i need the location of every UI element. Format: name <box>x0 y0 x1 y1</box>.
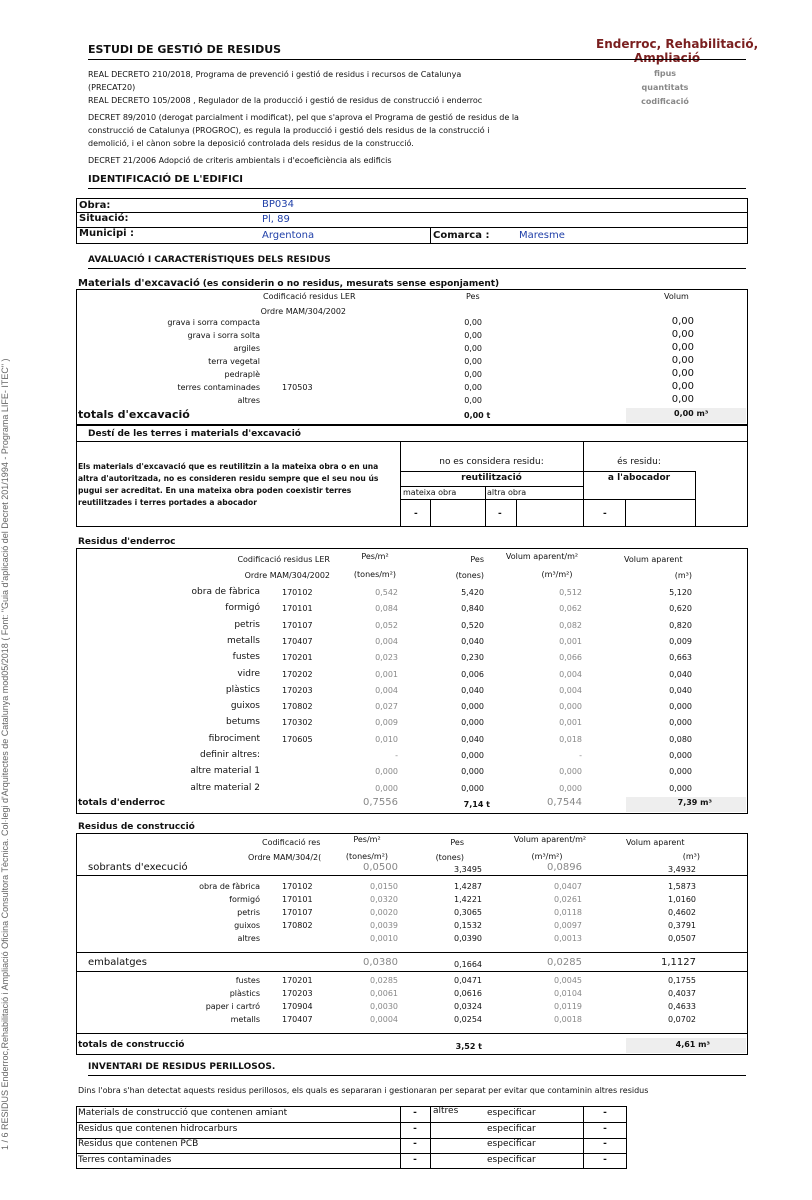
mateixa-obra-value: - <box>414 509 418 519</box>
construccio-row-name: obra de fàbrica <box>199 882 260 891</box>
enderroc-row-pesm2: 0,000 <box>375 767 398 777</box>
enderroc-row-volm2: 0,512 <box>559 588 582 597</box>
construccio-col-pes: Pes <box>450 838 464 847</box>
enderroc-row-volm2: 0,066 <box>559 653 582 663</box>
construccio-row-name: formigó <box>229 895 260 904</box>
construccio-row-pesm2: 0,0039 <box>370 921 398 930</box>
enderroc-row-name: altre material 1 <box>190 766 260 777</box>
construccio-row-pesm2: 0,0004 <box>370 1015 398 1024</box>
construccio-col-pes-unit: (tones) <box>435 853 464 862</box>
desti-text-line: pugui ser acreditat. En una mateixa obra poden coexistir terres <box>78 486 352 495</box>
construccio-row-pesm2: 0,0030 <box>370 1002 398 1011</box>
construccio-row-volm2: 0,0261 <box>554 895 582 904</box>
enderroc-row-vol: 0,663 <box>669 653 692 663</box>
perillosos-row-spec: especificar <box>487 1154 536 1165</box>
project-type-line2: Ampliació <box>633 51 701 65</box>
construccio-row-pes: 1,4287 <box>454 882 482 891</box>
construccio-total-label: totals de construcció <box>78 1040 185 1050</box>
construccio-row-code: 170101 <box>282 895 313 904</box>
perillosos-intro: Dins l'obra s'han detectat aquests residus perillosos, els quals es separaran i gestionaran per separat per evitar que contaminin altres residus <box>78 1086 649 1095</box>
reutilitzacio-label: reutilització <box>461 473 522 483</box>
enderroc-row-name: petris <box>234 619 260 630</box>
perillosos-row-value: - <box>413 1123 417 1134</box>
enderroc-total-pes: 7,14 t <box>463 800 490 809</box>
excavacio-heading <box>78 278 499 289</box>
decree-line: REAL DECRETO 105/2008 , Regulador de la producció i gestió de residus de construcció i enderroc <box>88 96 483 105</box>
construccio-heading: Residus de construcció <box>78 822 195 832</box>
ident-box <box>76 198 748 244</box>
excavacio-row-vol: 0,00 <box>671 381 694 392</box>
excavacio-row-vol: 0,00 <box>671 394 694 405</box>
construccio-row-pes: 0,0254 <box>454 1015 482 1024</box>
situacio-value: Pl, 89 <box>262 214 290 225</box>
enderroc-row-vol: 5,120 <box>669 588 692 597</box>
excavacio-total-label: totals d'excavació <box>78 408 190 421</box>
construccio-col-vol: Volum aparent <box>626 838 685 847</box>
decree-line: DECRET 89/2010 (derogat parcialment i modificat), pel que s'aprova el Programa de gestió de residus de la <box>88 113 519 122</box>
perillosos-row-extra: altres <box>433 1106 459 1116</box>
enderroc-row-volm2: 0,004 <box>559 669 582 679</box>
construccio-col-volm2-unit: (m³/m²) <box>531 852 563 861</box>
enderroc-row-pes: 0,040 <box>461 685 484 695</box>
excavacio-total-pes: 0,00 t <box>464 411 491 420</box>
avaluacio-heading: AVALUACIÓ I CARACTERÍSTIQUES DELS RESIDUS <box>88 255 331 265</box>
perillosos-row-value: - <box>413 1139 417 1149</box>
sobrants-label: sobrants d'execució <box>88 862 188 873</box>
excavacio-col-pes: Pes <box>466 292 480 301</box>
enderroc-col-pesm2: Pes/m² <box>361 552 389 561</box>
enderroc-col-pes: Pes <box>470 555 484 564</box>
excavacio-row-name: terres contaminades <box>177 383 260 392</box>
enderroc-col-volm2: Volum aparent/m² <box>505 552 579 561</box>
desti-text-line: Els materials d'excavació que es reutilitzin a la mateixa obra o en una <box>78 462 379 471</box>
construccio-row-pes: 0,0324 <box>454 1002 482 1011</box>
enderroc-total-volm2: 0,7544 <box>547 797 582 808</box>
perillosos-row-name: Materials de construcció que contenen amiant <box>78 1108 288 1118</box>
construccio-row-code: 170203 <box>282 989 313 998</box>
enderroc-row-code: 170802 <box>282 702 313 712</box>
decree-line: (PRECAT20) <box>88 83 136 92</box>
enderroc-col-vol: Volum aparent <box>624 555 683 564</box>
construccio-col-vol-unit: (m³) <box>682 852 700 861</box>
enderroc-row-pesm2: 0,004 <box>375 636 398 646</box>
perillosos-row-value2: - <box>603 1139 607 1149</box>
sidebar-footer-text: 1 / 6 RESIDUS Enderroc,Rehabilitació i Ampliació Oficina Consultora Tècnica. Col·legi d'Arquitectes de Catalunya mod05/2018 ( Font: "Guia d'aplicació del Decret 201/1994 - Programa LIFE- ITEC" ) <box>0 358 10 1150</box>
enderroc-col-pesm2-unit: (tones/m²) <box>353 570 397 579</box>
enderroc-row-name: guixos <box>230 701 260 712</box>
construccio-row-vol: 0,0507 <box>668 934 696 943</box>
enderroc-row-name: definir altres: <box>200 750 260 760</box>
altra-obra-label: altra obra <box>487 488 527 497</box>
enderroc-row-code: 170605 <box>282 734 313 744</box>
perillosos-row-spec: especificar <box>487 1108 536 1118</box>
no-residu-label: no es considera residu: <box>439 457 544 467</box>
construccio-row-vol: 0,4602 <box>668 908 696 917</box>
excavacio-row-vol: 0,00 <box>671 368 694 379</box>
excavacio-row-pes: 0,00 <box>464 318 482 327</box>
decree-line: REAL DECRETO 210/2018, Programa de prevenció i gestió de residus i recursos de Catalunya <box>88 70 462 79</box>
enderroc-row-pesm2: 0,027 <box>375 702 398 712</box>
construccio-row-pes: 1,4221 <box>454 895 482 904</box>
decree-line: demolició, i el cànon sobre la deposició controlada dels residus de la construcció. <box>88 139 414 148</box>
construccio-row-volm2: 0,0407 <box>554 882 582 891</box>
construccio-row-pesm2: 0,0020 <box>370 908 398 917</box>
embalatges-volm2: 0,0285 <box>547 957 582 968</box>
construccio-row-code: 170107 <box>282 908 313 917</box>
excavacio-row-vol: 0,00 <box>671 355 694 366</box>
construccio-row-pes: 0,0471 <box>454 976 482 985</box>
enderroc-total-label: totals d'enderroc <box>78 798 166 808</box>
enderroc-col-vol-unit: (m³) <box>674 571 692 580</box>
enderroc-row-code: 170202 <box>282 669 313 679</box>
construccio-total-pes: 3,52 t <box>455 1042 482 1051</box>
enderroc-col-ordre: Ordre MAM/304/2002 <box>244 571 330 580</box>
excavacio-row-pes: 0,00 <box>464 344 482 353</box>
mateixa-obra-label: mateixa obra <box>403 488 457 497</box>
desti-text-line: reutilitzades i terres portades a abocador <box>78 498 257 507</box>
enderroc-row-pesm2: - <box>395 751 398 760</box>
enderroc-row-pesm2: 0,084 <box>375 604 398 614</box>
enderroc-row-vol: 0,820 <box>669 620 692 630</box>
construccio-col-volm2: Volum aparent/m² <box>513 835 587 844</box>
construccio-row-pes: 0,1532 <box>454 921 482 930</box>
construccio-row-name: fustes <box>235 976 260 985</box>
enderroc-row-vol: 0,040 <box>669 669 692 679</box>
enderroc-row-pesm2: 0,023 <box>375 653 398 663</box>
perillosos-row-name: Residus que contenen hidrocarburs <box>78 1123 238 1134</box>
excavacio-row-name: terra vegetal <box>208 357 260 366</box>
enderroc-row-name: obra de fàbrica <box>191 587 260 597</box>
embalatges-pes: 0,1664 <box>454 960 482 969</box>
enderroc-row-volm2: 0,018 <box>559 734 582 744</box>
enderroc-row-code: 170407 <box>282 636 313 646</box>
construccio-row-pes: 0,3065 <box>454 908 482 917</box>
perillosos-row-spec: especificar <box>487 1139 536 1149</box>
ident-heading: IDENTIFICACIÓ DE L'EDIFICI <box>88 174 243 185</box>
embalatges-label: embalatges <box>88 957 147 968</box>
construccio-col-pesm2: Pes/m² <box>353 835 381 844</box>
embalatges-vol: 1,1127 <box>661 957 696 968</box>
enderroc-row-code: 170201 <box>282 653 313 663</box>
enderroc-row-vol: 0,000 <box>669 718 692 728</box>
enderroc-row-volm2: 0,001 <box>559 718 582 728</box>
construccio-row-pesm2: 0,0010 <box>370 934 398 943</box>
embalatges-pesm2: 0,0380 <box>363 957 398 968</box>
construccio-row-vol: 0,0702 <box>668 1015 696 1024</box>
decree-list <box>88 68 519 167</box>
enderroc-row-pesm2: 0,001 <box>375 669 398 679</box>
enderroc-row-pes: 0,230 <box>461 653 484 663</box>
meta-codificacio: codificació <box>641 97 689 106</box>
perillosos-row-spec: especificar <box>487 1123 536 1134</box>
desti-heading: Destí de les terres i materials d'excavació <box>88 429 301 439</box>
enderroc-row-pes: 0,000 <box>461 718 484 728</box>
construccio-row-vol: 0,3791 <box>668 921 696 930</box>
excavacio-row-name: grava i sorra compacta <box>167 318 260 327</box>
enderroc-row-pesm2: 0,542 <box>375 588 398 597</box>
enderroc-row-code: 170107 <box>282 620 313 630</box>
construccio-row-name: metalls <box>230 1015 260 1024</box>
sobrants-pesm2: 0,0500 <box>363 862 398 873</box>
construccio-row-code: 170201 <box>282 976 313 985</box>
enderroc-row-pes: 0,040 <box>461 636 484 646</box>
municipi-label: Municipi : <box>79 228 135 239</box>
enderroc-row-pes: 0,006 <box>461 669 484 679</box>
abocador-label: a l'abocador <box>607 473 671 483</box>
perillosos-row-value: - <box>413 1154 417 1165</box>
obra-value: BP034 <box>262 199 294 210</box>
construccio-row-volm2: 0,0119 <box>554 1002 582 1011</box>
enderroc-row-vol: 0,000 <box>669 702 692 712</box>
enderroc-total-vol: 7,39 m³ <box>677 798 712 807</box>
enderroc-row-volm2: 0,000 <box>559 783 582 793</box>
construccio-row-pesm2: 0,0285 <box>370 976 398 985</box>
excavacio-row-name: altres <box>237 396 260 405</box>
enderroc-row-volm2: 0,082 <box>559 620 582 630</box>
enderroc-heading: Residus d'enderroc <box>78 537 176 547</box>
enderroc-row-name: altre material 2 <box>190 782 260 793</box>
decree-line: construcció de Catalunya (PROGROC), es regula la producció i gestió dels residus de la construcció i <box>88 126 490 135</box>
enderroc-col-ler: Codificació residus LER <box>237 555 330 564</box>
enderroc-row-pes: 0,000 <box>461 751 484 760</box>
excavacio-row-name: grava i sorra solta <box>187 331 260 340</box>
construccio-col-ordre: Ordre MAM/304/2( <box>248 853 322 862</box>
enderroc-row-pes: 0,000 <box>461 702 484 712</box>
enderroc-row-pesm2: 0,052 <box>375 620 398 630</box>
enderroc-row-pes: 0,040 <box>461 734 484 744</box>
excavacio-row-pes: 0,00 <box>464 396 482 405</box>
construccio-row-code: 170904 <box>282 1002 313 1011</box>
enderroc-row-vol: 0,000 <box>669 767 692 777</box>
enderroc-row-vol: 0,000 <box>669 751 692 760</box>
desti-text-line: altra d'autoritzada, no es consideren residu sempre que el seu nou ús <box>78 474 379 483</box>
enderroc-row-volm2: 0,000 <box>559 702 582 712</box>
enderroc-row-pes: 0,520 <box>461 620 484 630</box>
enderroc-row-name: formigó <box>225 603 260 614</box>
comarca-label: Comarca : <box>433 230 490 241</box>
page-title: ESTUDI DE GESTIÓ DE RESIDUS <box>88 43 282 56</box>
construccio-row-pes: 0,0616 <box>454 989 482 998</box>
enderroc-row-code: 170101 <box>282 604 313 614</box>
enderroc-row-vol: 0,080 <box>669 734 692 744</box>
altra-obra-value: - <box>498 509 502 519</box>
excavacio-row-pes: 0,00 <box>464 357 482 366</box>
construccio-row-code: 170102 <box>282 882 313 891</box>
sobrants-pes: 3,3495 <box>454 865 482 874</box>
enderroc-col-pes-unit: (tones) <box>455 571 484 580</box>
construccio-row-name: altres <box>237 934 260 943</box>
enderroc-row-volm2: - <box>579 751 582 760</box>
municipi-value: Argentona <box>262 230 315 241</box>
project-type <box>596 37 759 65</box>
enderroc-row-vol: 0,000 <box>669 783 692 793</box>
es-residu-label: és residu: <box>617 457 661 467</box>
excavacio-title: Materials d'excavació <box>78 278 200 289</box>
construccio-row-volm2: 0,0104 <box>554 989 582 998</box>
enderroc-total-pesm2: 0,7556 <box>363 797 398 808</box>
excavacio-row-pes: 0,00 <box>464 383 482 392</box>
construccio-row-vol: 0,1755 <box>668 976 696 985</box>
enderroc-row-volm2: 0,062 <box>559 604 582 614</box>
construccio-row-pes: 0,0390 <box>454 934 482 943</box>
construccio-row-vol: 0,4633 <box>668 1002 696 1011</box>
desti-text <box>78 461 398 509</box>
enderroc-row-name: plàstics <box>225 684 260 695</box>
excavacio-row-pes: 0,00 <box>464 331 482 340</box>
header-meta <box>630 67 700 109</box>
enderroc-row-pesm2: 0,010 <box>375 734 398 744</box>
construccio-row-name: paper i cartró <box>205 1002 260 1011</box>
project-type-line1: Enderroc, Rehabilitació, <box>596 37 759 51</box>
enderroc-row-pes: 0,000 <box>461 783 484 793</box>
enderroc-row-pesm2: 0,009 <box>375 718 398 728</box>
perillosos-row-value2: - <box>603 1154 607 1165</box>
enderroc-row-pesm2: 0,004 <box>375 685 398 695</box>
excavacio-col-volum: Volum <box>664 292 689 301</box>
construccio-row-volm2: 0,0018 <box>554 1015 582 1024</box>
construccio-row-vol: 0,4037 <box>668 989 696 998</box>
enderroc-row-name: fibrociment <box>208 733 260 744</box>
construccio-row-name: guixos <box>234 921 260 930</box>
enderroc-row-vol: 0,620 <box>669 604 692 614</box>
enderroc-row-name: vidre <box>237 668 260 679</box>
construccio-row-code: 170802 <box>282 921 313 930</box>
enderroc-row-pes: 5,420 <box>461 588 484 597</box>
obra-label: Obra: <box>79 200 111 211</box>
meta-quantitats: quantitats <box>641 83 689 92</box>
enderroc-row-vol: 0,040 <box>669 685 692 695</box>
enderroc-row-code: 170102 <box>282 588 313 597</box>
construccio-row-volm2: 0,0013 <box>554 934 582 943</box>
enderroc-row-pesm2: 0,000 <box>375 783 398 793</box>
construccio-row-pesm2: 0,0320 <box>370 895 398 904</box>
enderroc-row-volm2: 0,001 <box>559 636 582 646</box>
sobrants-vol: 3,4932 <box>668 865 696 874</box>
enderroc-row-name: betums <box>226 717 260 728</box>
excavacio-row-vol: 0,00 <box>671 329 694 340</box>
comarca-value: Maresme <box>519 230 565 241</box>
enderroc-row-code: 170203 <box>282 685 313 695</box>
perillosos-row-value2: - <box>603 1123 607 1134</box>
perillosos-heading: INVENTARI DE RESIDUS PERILLOSOS. <box>88 1062 276 1072</box>
enderroc-row-name: fustes <box>232 652 260 663</box>
excavacio-row-vol: 0,00 <box>671 342 694 353</box>
construccio-row-volm2: 0,0097 <box>554 921 582 930</box>
decree-line: DECRET 21/2006 Adopció de criteris ambientals i d'ecoeficiència als edificis <box>88 156 392 165</box>
construccio-row-pesm2: 0,0061 <box>370 989 398 998</box>
construccio-row-volm2: 0,0045 <box>554 976 582 985</box>
construccio-row-pesm2: 0,0150 <box>370 882 398 891</box>
sobrants-volm2: 0,0896 <box>547 862 582 873</box>
enderroc-row-name: metalls <box>226 635 260 646</box>
construccio-row-volm2: 0,0118 <box>554 908 582 917</box>
excavacio-col-ler: Codificació residus LER <box>263 292 356 301</box>
construccio-row-name: petris <box>237 908 260 917</box>
excavacio-row-code: 170503 <box>282 383 313 392</box>
enderroc-row-volm2: 0,000 <box>559 767 582 777</box>
construccio-row-code: 170407 <box>282 1015 313 1024</box>
construccio-row-name: plàstics <box>229 989 260 998</box>
perillosos-row-name: Residus que contenen PCB <box>78 1139 199 1149</box>
perillosos-row-value2: - <box>603 1108 607 1118</box>
excavacio-row-name: pedraplè <box>224 370 260 379</box>
excavacio-note: (es considerin o no residus, mesurats sense esponjament) <box>202 279 500 289</box>
abocador-value: - <box>603 509 607 519</box>
enderroc-row-vol: 0,009 <box>669 636 692 646</box>
enderroc-row-pes: 0,000 <box>461 767 484 777</box>
perillosos-row-value: - <box>413 1108 417 1118</box>
construccio-col-ler: Codificació res <box>262 838 321 847</box>
enderroc-row-pes: 0,840 <box>461 604 484 614</box>
construccio-total-vol: 4,61 m³ <box>675 1040 710 1049</box>
perillosos-row-name: Terres contaminades <box>78 1154 172 1165</box>
excavacio-row-pes: 0,00 <box>464 370 482 379</box>
enderroc-row-code: 170302 <box>282 718 313 728</box>
excavacio-total-vol: 0,00 m³ <box>674 409 709 418</box>
meta-tipus: fipus <box>653 69 677 78</box>
excavacio-col-ordre: Ordre MAM/304/2002 <box>260 307 346 316</box>
construccio-row-vol: 1,0160 <box>668 895 696 904</box>
construccio-row-vol: 1,5873 <box>668 882 696 891</box>
construccio-col-pesm2-unit: (tones/m²) <box>345 852 389 861</box>
enderroc-row-volm2: 0,004 <box>559 685 582 695</box>
excavacio-row-vol: 0,00 <box>671 316 694 327</box>
enderroc-col-volm2-unit: (m³/m²) <box>541 570 573 579</box>
excavacio-row-name: argiles <box>233 344 260 353</box>
situacio-label: Situació: <box>79 213 129 224</box>
